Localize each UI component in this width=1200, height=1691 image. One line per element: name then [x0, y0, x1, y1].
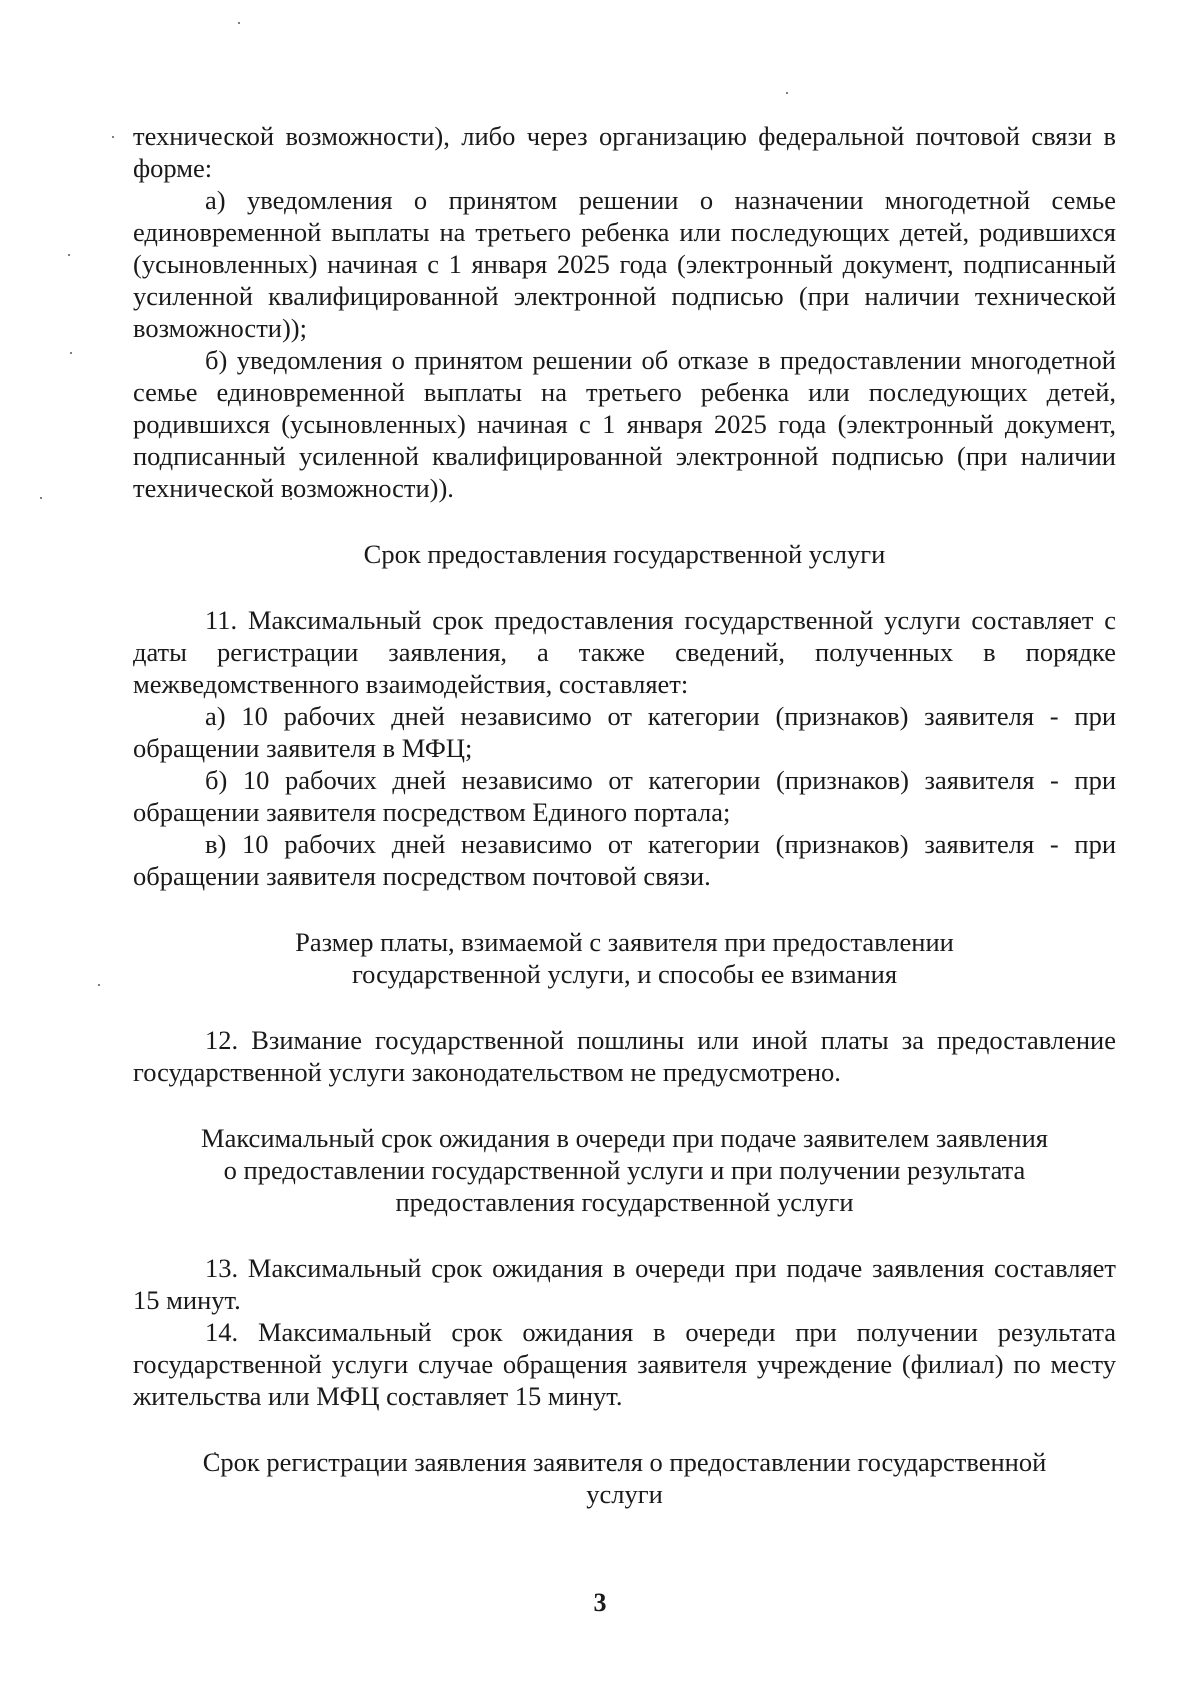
- scan-speck: [112, 136, 114, 138]
- section-heading-term: Срок предоставления государственной услуги: [363, 539, 886, 569]
- section-heading-fee-line2: государственной услуги, и способы ее взимания: [351, 959, 898, 989]
- section-heading-queue-line2: о предоставлении государственной услуги и при получении результата: [223, 1155, 1026, 1185]
- scan-speck: [786, 92, 788, 94]
- page-number: 3: [593, 1588, 607, 1617]
- clause-13-paragraph: 13. Максимальный срок ожидания в очереди при подаче заявления составляет 15 минут.: [133, 1253, 1116, 1315]
- clause-11-a-paragraph: а) 10 рабочих дней независимо от категории (признаков) заявителя - при обращении заявителя в МФЦ;: [133, 701, 1116, 763]
- section-heading-queue-line1: Максимальный срок ожидания в очереди при подаче заявителем заявления: [201, 1123, 1048, 1153]
- scan-speck: [70, 352, 72, 354]
- item-a-paragraph: а) уведомления о принятом решении о назначении многодетной семье единовременной выплаты на третьего ребенка или последующих детей, родившихся (усыновленных) начиная с 1 января 2025 года (электронный документ, подписанный усиленной квалифицированной электронной подписью (при наличии технической возможности));: [133, 185, 1116, 343]
- scan-speck: [40, 497, 42, 499]
- section-heading-queue-line3: предоставления государственной услуги: [395, 1187, 854, 1217]
- scan-speck: [238, 22, 240, 24]
- clause-11-paragraph: 11. Максимальный срок предоставления государственной услуги составляет с даты регистрации заявления, а также сведений, полученных в порядке межведомственного взаимодействия, составляет:: [133, 605, 1116, 699]
- scan-speck: [68, 254, 70, 256]
- section-heading-registration-line2: услуги: [586, 1479, 663, 1509]
- scan-speck: [98, 984, 100, 986]
- clause-12-paragraph: 12. Взимание государственной пошлины или иной платы за предоставление государственной услуги законодательством не предусмотрено.: [133, 1025, 1116, 1087]
- clause-11-c-paragraph: в) 10 рабочих дней независимо от категории (признаков) заявителя - при обращении заявителя посредством почтовой связи.: [133, 829, 1116, 891]
- item-b-paragraph: б) уведомления о принятом решении об отказе в предоставлении многодетной семье единовременной выплаты на третьего ребенка или последующих детей, родившихся (усыновленных) начиная с 1 января 2025 года (электронный документ, подписанный усиленной квалифицированной электронной подписью (при наличии технической возможности)).: [133, 345, 1116, 503]
- section-heading-fee-line1: Размер платы, взимаемой с заявителя при предоставлении: [295, 927, 954, 957]
- clause-14-paragraph: 14. Максимальный срок ожидания в очереди при получении результата государственной услуги случае обращения заявителя учреждение (филиал) по месту жительства или МФЦ составляет 15 минут.: [133, 1317, 1116, 1411]
- document-body: [133, 120, 1116, 1510]
- section-heading-registration-line1: Срок регистрации заявления заявителя о предоставлении государственной: [202, 1447, 1047, 1477]
- continuation-paragraph: технической возможности), либо через организацию федеральной почтовой связи в форме:: [133, 121, 1116, 183]
- clause-11-b-paragraph: б) 10 рабочих дней независимо от категории (признаков) заявителя - при обращении заявителя посредством Единого портала;: [133, 765, 1116, 827]
